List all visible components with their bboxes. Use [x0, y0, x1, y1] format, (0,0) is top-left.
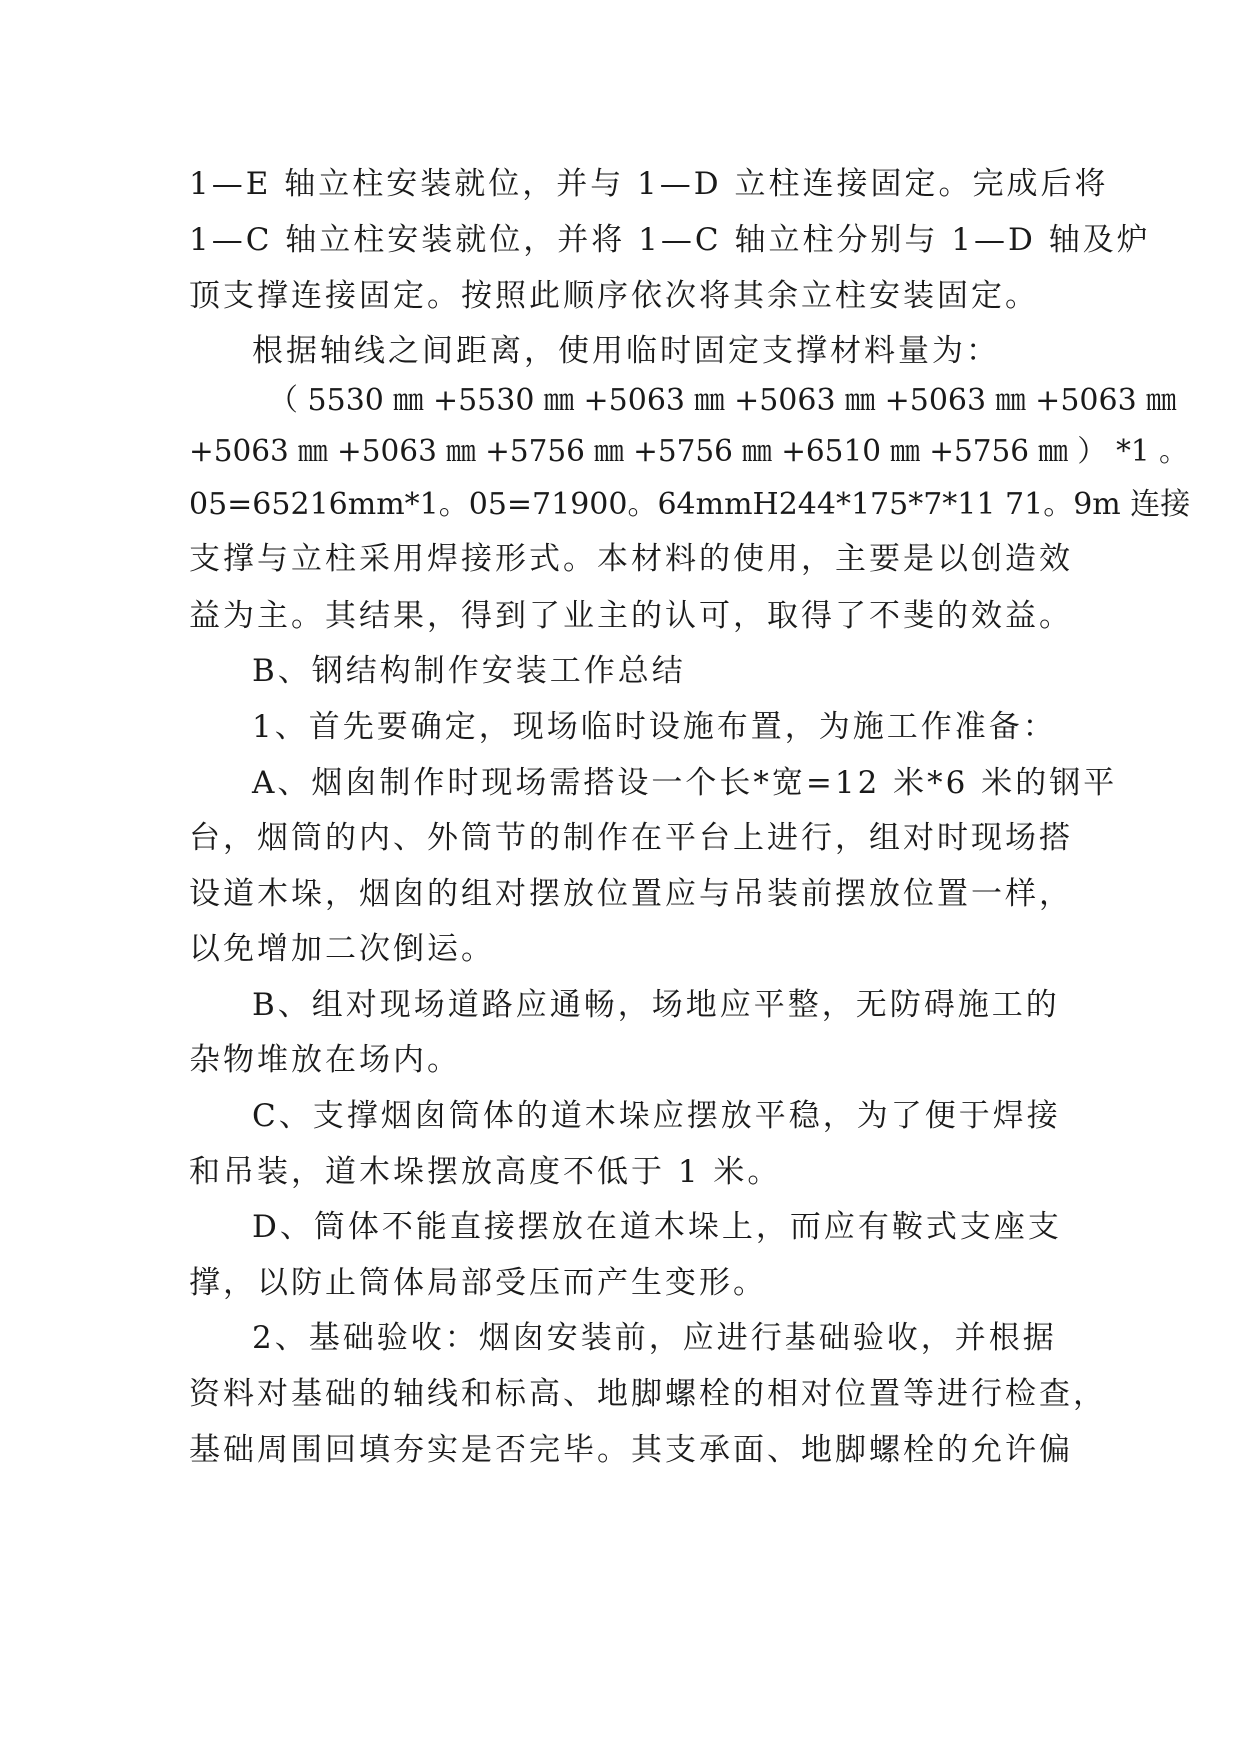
text-line: 根据轴线之间距离，使用临时固定支撑材料量为： [252, 333, 1000, 369]
text-line: 资料对基础的轴线和标高、地脚螺栓的相对位置等进行检查， [189, 1376, 1107, 1412]
formula-line: （ 5530 ㎜ +5530 ㎜ +5063 ㎜ +5063 ㎜ +5063 ㎜ +5063 ㎜ [268, 383, 1177, 418]
text-line: 以免增加二次倒运。 [189, 931, 495, 967]
text-line: D、筒体不能直接摆放在道木垛上，而应有鞍式支座支 [252, 1209, 1062, 1245]
text-line: 撑，以防止筒体局部受压而产生变形。 [189, 1265, 767, 1301]
text-line: 台，烟筒的内、外筒节的制作在平台上进行，组对时现场搭 [189, 820, 1073, 856]
text-line: 1—E 轴立柱安装就位，并与 1—D 立柱连接固定。完成后将 [189, 166, 1109, 202]
text-line: 支撑与立柱采用焊接形式。本材料的使用，主要是以创造效 [189, 541, 1073, 577]
text-line: 益为主。其结果，得到了业主的认可，取得了不斐的效益。 [189, 598, 1073, 634]
text-line: 设道木垛，烟囱的组对摆放位置应与吊装前摆放位置一样， [189, 876, 1073, 912]
formula-line: 05=65216mm*1。05=71900。64mmH244*175*7*11 71。9m 连接 [189, 487, 1191, 522]
text-line: A、烟囱制作时现场需搭设一个长*宽=12 米*6 米的钢平 [252, 765, 1118, 801]
text-line: 基础周围回填夯实是否完毕。其支承面、地脚螺栓的允许偏 [189, 1432, 1073, 1468]
text-line: B、组对现场道路应通畅，场地应平整，无防碍施工的 [252, 987, 1060, 1023]
formula-line: +5063 ㎜ +5063 ㎜ +5756 ㎜ +5756 ㎜ +6510 ㎜ +5756 ㎜ ） *1 。 [189, 434, 1189, 468]
text-line: 杂物堆放在场内。 [189, 1042, 461, 1078]
text-line: C、支撑烟囱筒体的道木垛应摆放平稳，为了便于焊接 [252, 1098, 1061, 1134]
text-line: 顶支撑连接固定。按照此顺序依次将其余立柱安装固定。 [189, 278, 1039, 314]
section-heading: B、钢结构制作安装工作总结 [252, 653, 686, 689]
text-line: 2、基础验收：烟囱安装前，应进行基础验收，并根据 [252, 1320, 1057, 1356]
text-line: 1—C 轴立柱安装就位，并将 1—C 轴立柱分别与 1—D 轴及炉 [189, 222, 1151, 258]
text-line: 1、首先要确定，现场临时设施布置，为施工作准备： [252, 709, 1057, 745]
text-line: 和吊装，道木垛摆放高度不低于 1 米。 [189, 1154, 782, 1190]
